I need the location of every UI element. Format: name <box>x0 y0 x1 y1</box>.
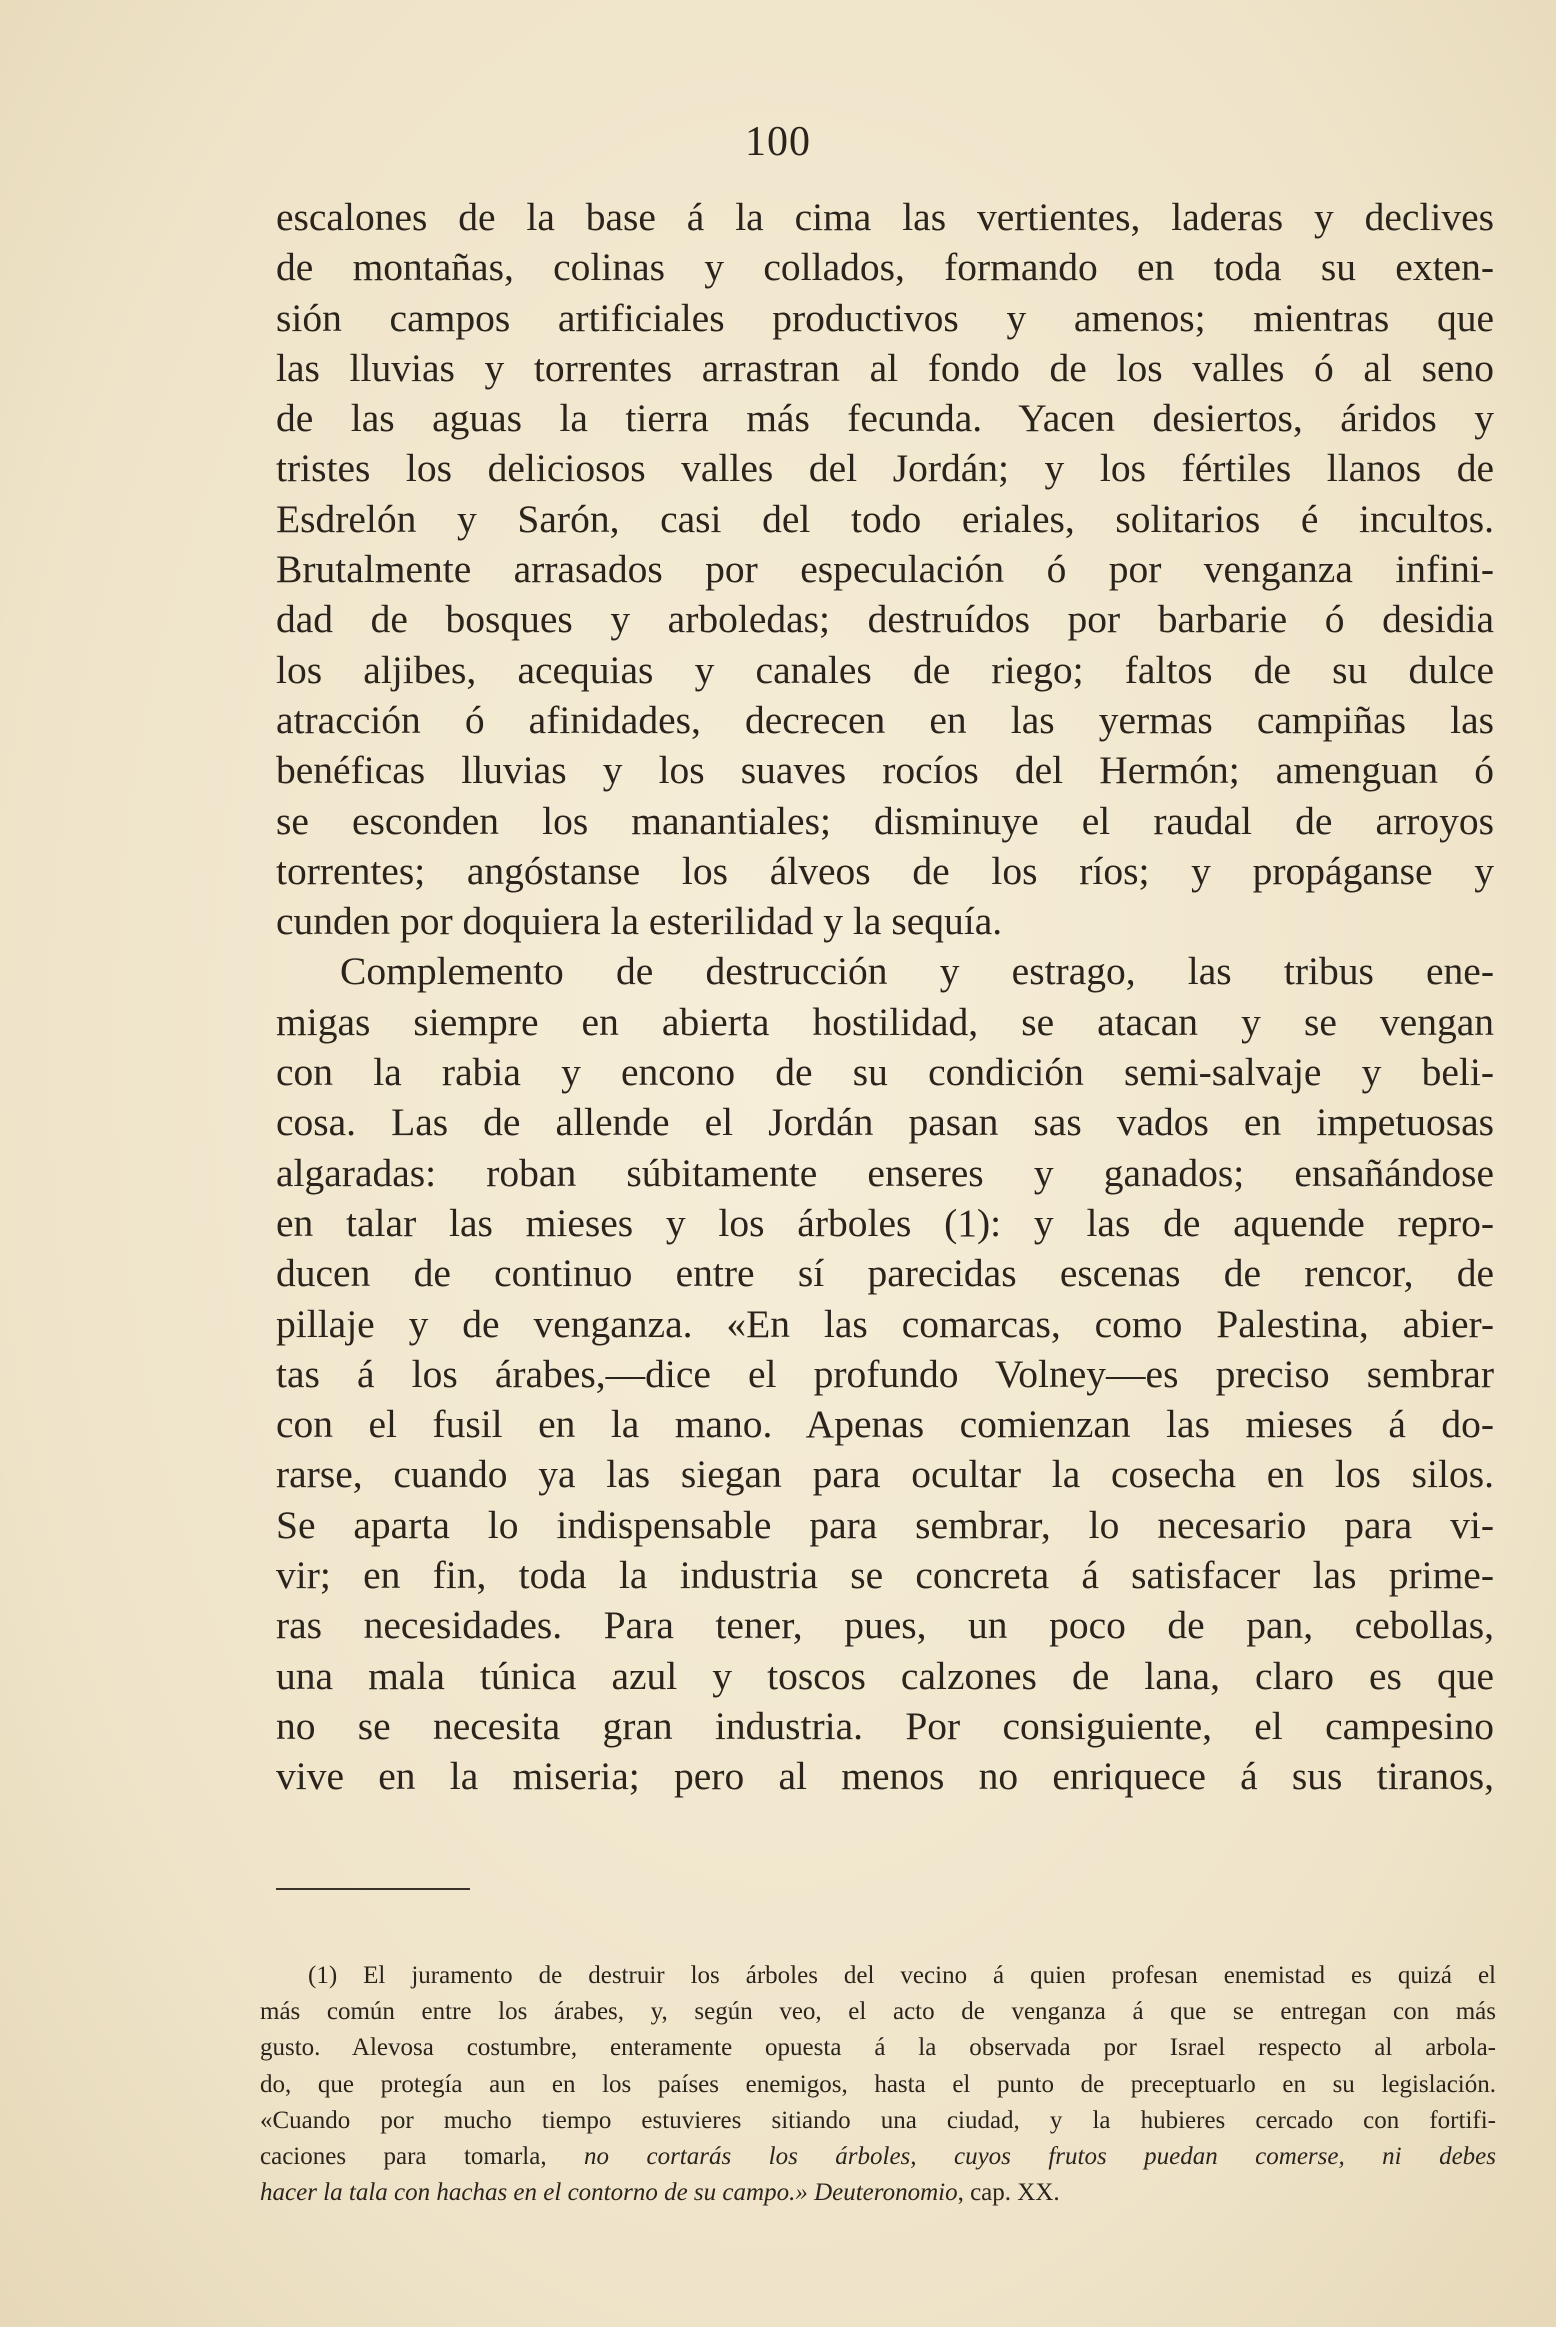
footnote-text: caciones para tomarla, <box>260 2142 547 2170</box>
text-line: sión campos artificiales productivos y amenos; mientras que <box>276 295 1494 340</box>
text-line: pillaje y de venganza. «En las comarcas, como Palestina, abier- <box>276 1301 1494 1346</box>
text-line: no se necesita gran industria. Por consiguiente, el campesino <box>276 1703 1494 1748</box>
text-line: en talar las mieses y los árboles (1): y las de aquende repro- <box>276 1200 1494 1245</box>
text-line: Se aparta lo indispensable para sembrar, lo necesario para vi- <box>276 1502 1494 1547</box>
footnote-line: más común entre los árabes, y, según veo, el acto de venganza á que se entregan con más <box>260 1998 1496 2026</box>
text-line: los aljibes, acequias y canales de riego; faltos de su dulce <box>276 647 1494 692</box>
footnote-line-last <box>260 2175 1496 2211</box>
footnote-line: gusto. Alevosa costumbre, enteramente opuesta á la observada por Israel respecto al arbola- <box>260 2034 1496 2062</box>
text-line-paragraph-end: cunden por doquiera la esterilidad y la sequía. <box>276 899 1003 944</box>
footnote-line-mixed <box>260 2139 1496 2175</box>
footnote <box>260 1958 1496 2211</box>
text-line: de montañas, colinas y collados, formando en toda su exten- <box>276 245 1494 290</box>
text-line: Esdrelón y Sarón, casi del todo eriales, solitarios é incultos. <box>276 496 1494 541</box>
footnote-source-cap: , cap. XX. <box>957 2179 1060 2207</box>
text-line: tas á los árabes,—dice el profundo Volney—es preciso sembrar <box>276 1351 1494 1396</box>
text-line: escalones de la base á la cima las vertientes, laderas y declives <box>276 195 1494 239</box>
text-line: de las aguas la tierra más fecunda. Yacen desiertos, áridos y <box>276 396 1494 441</box>
text-line: se esconden los manantiales; disminuye el raudal de arroyos <box>276 798 1494 843</box>
text-line: con el fusil en la mano. Apenas comienzan las mieses á do- <box>276 1402 1494 1447</box>
text-line: Brutalmente arrasados por especulación ó por venganza infini- <box>276 547 1494 592</box>
text-line: tristes los deliciosos valles del Jordán; y los fértiles llanos de <box>276 446 1494 491</box>
footnote-line: «Cuando por mucho tiempo estuvieres sitiando una ciudad, y la hubieres cercado con fortifi- <box>260 2106 1496 2134</box>
text-line: cosa. Las de allende el Jordán pasan sas vados en impetuosas <box>276 1100 1494 1145</box>
text-line: torrentes; angóstanse los álveos de los ríos; y propáganse y <box>276 848 1494 893</box>
text-line: algaradas: roban súbitamente enseres y ganados; ensañándose <box>276 1150 1494 1195</box>
text-line: una mala túnica azul y toscos calzones de lana, claro es que <box>276 1653 1494 1698</box>
text-line: ducen de continuo entre sí parecidas escenas de rencor, de <box>276 1251 1494 1296</box>
text-line: benéficas lluvias y los suaves rocíos del Hermón; amenguan ó <box>276 748 1494 793</box>
main-text <box>276 192 1494 1802</box>
text-line: migas siempre en abierta hostilidad, se atacan y se vengan <box>276 999 1494 1044</box>
text-line: vir; en fin, toda la industria se concreta á satisfacer las prime- <box>276 1553 1494 1598</box>
footnote-source-title: Deuteronomio <box>814 2179 958 2207</box>
text-line: las lluvias y torrentes arrastran al fondo de los valles ó al seno <box>276 345 1494 390</box>
footnote-line: (1) El juramento de destruir los árboles del vecino á quien profesan enemistad es quizá el <box>308 1962 1496 1989</box>
footnote-divider <box>276 1888 470 1890</box>
footnote-line: do, que protegía aun en los países enemigos, hasta el punto de preceptuarlo en su legislación. <box>260 2070 1496 2098</box>
text-line-paragraph-start: Complemento de destrucción y estrago, las tribus ene- <box>340 949 1494 994</box>
footnote-quote-italic: hacer la tala con hachas en el contorno de su campo.» <box>260 2179 808 2207</box>
text-line: atracción ó afinidades, decrecen en las yermas campiñas las <box>276 697 1494 742</box>
page-number: 100 <box>745 119 811 165</box>
text-line: rarse, cuando ya las siegan para ocultar la cosecha en los silos. <box>276 1452 1494 1497</box>
text-line: dad de bosques y arboledas; destruídos por barbarie ó desidia <box>276 597 1494 642</box>
text-line: con la rabia y encono de su condición semi-salvaje y beli- <box>276 1050 1494 1095</box>
text-line: ras necesidades. Para tener, pues, un poco de pan, cebollas, <box>276 1603 1494 1648</box>
footnote-quote-italic: no cortarás los árboles, cuyos frutos puedan comerse, ni debes <box>584 2142 1496 2170</box>
text-line: vive en la miseria; pero al menos no enriquece á sus tiranos, <box>276 1754 1494 1799</box>
